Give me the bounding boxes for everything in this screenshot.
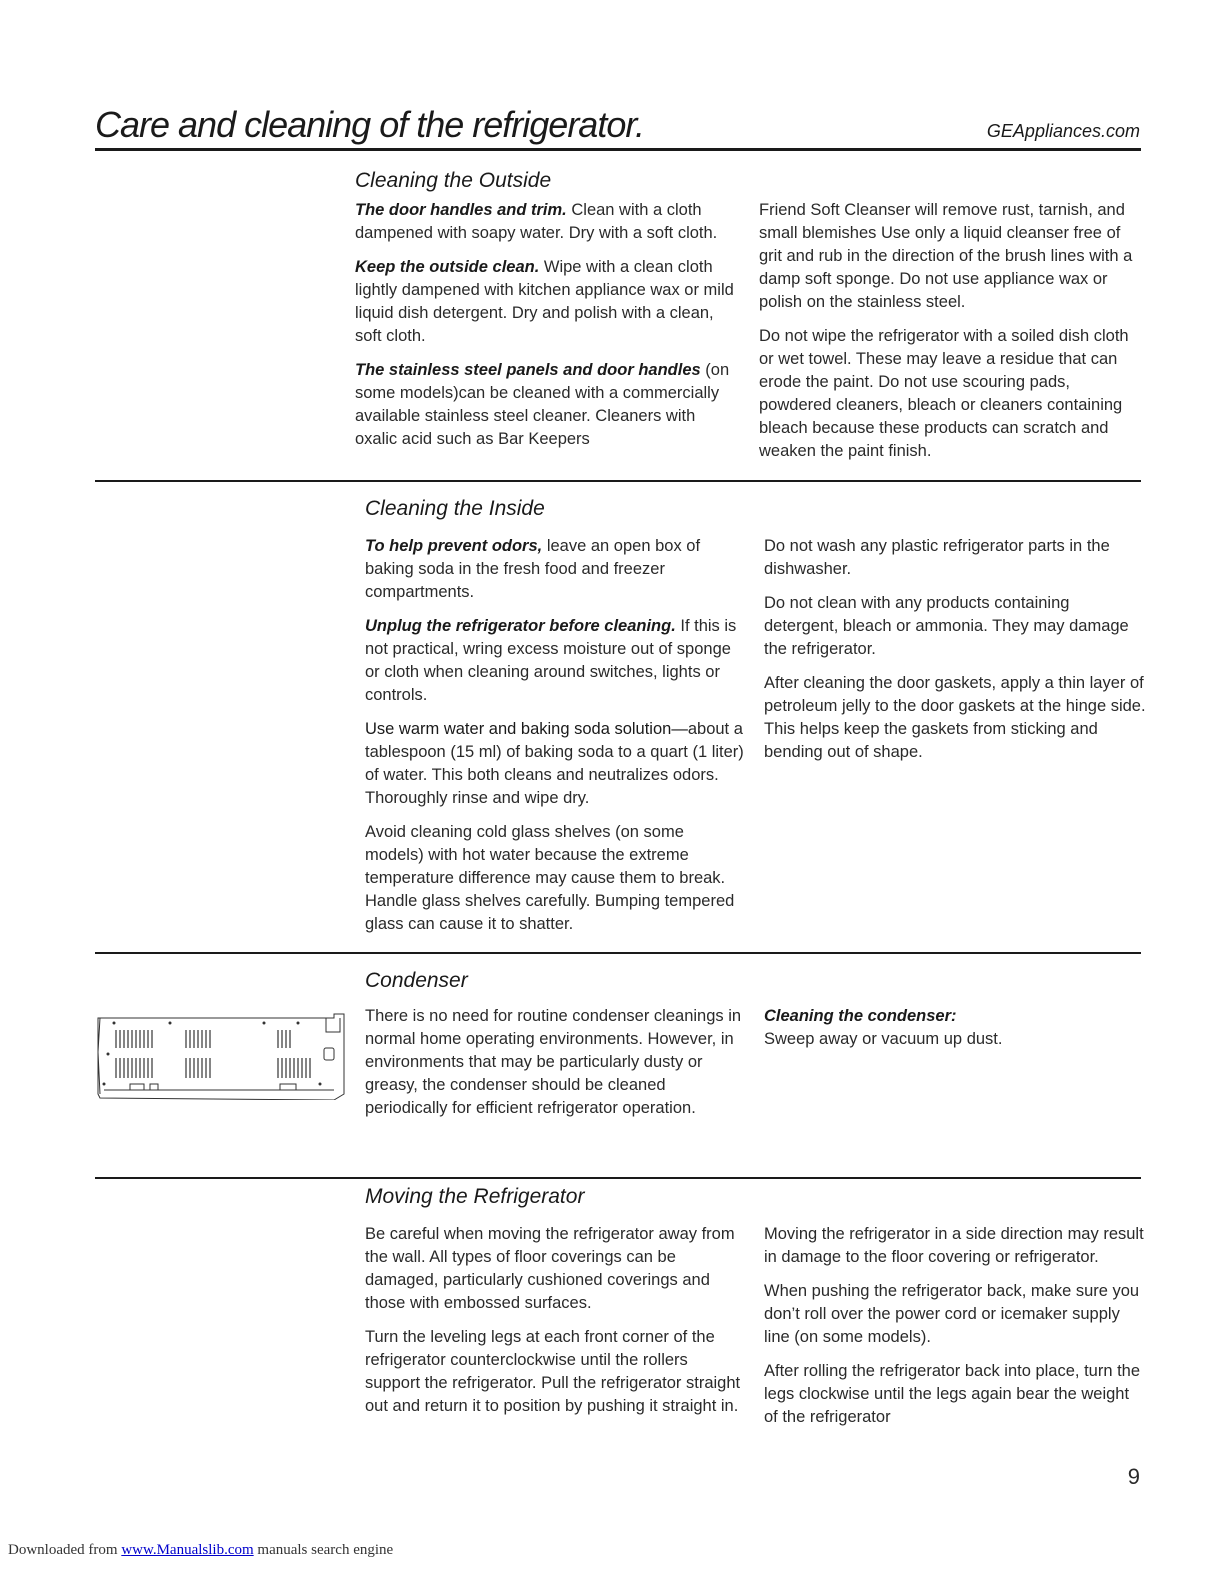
outside-text-1: Clean with a cloth dampened with soapy water. Dry with a soft cloth.: [355, 201, 718, 242]
section-title-inside: Cleaning the Inside: [365, 497, 545, 520]
inside-right-paragraph-3: After cleaning the door gaskets, apply a thin layer of petroleum jelly to the door gaskets at the hinge side. This helps keep the gaskets from sticking and bending out of shape.: [764, 674, 1146, 761]
condenser-right-text: Sweep away or vacuum up dust.: [764, 1030, 1003, 1048]
outside-right-paragraph-1: Friend Soft Cleanser will remove rust, tarnish, and small blemishes Use only a liquid cleanser free of grit and rub in the direction of the brush lines with a damp soft sponge. Do not use appliance wax or polish on the stainless steel.: [759, 201, 1133, 311]
condenser-right-lead: Cleaning the condenser:: [764, 1007, 957, 1025]
inside-text-3: about a tablespoon (15 ml) of baking soda to a quart (1 liter) of water. This both cleans and neutralizes odors. Thoroughly rinse and wipe dry.: [365, 720, 744, 807]
section-title-condenser: Condenser: [365, 969, 468, 992]
section-divider-3: [95, 1177, 1141, 1179]
outside-paragraph-1: [355, 199, 737, 245]
inside-left-column: [365, 535, 747, 947]
download-footer: [8, 1542, 393, 1559]
section-divider-2: [95, 952, 1141, 954]
moving-right-paragraph-2: When pushing the refrigerator back, make sure you don’t roll over the power cord or icemaker supply line (on some models).: [764, 1282, 1140, 1346]
outside-lead-2: Keep the outside clean.: [355, 258, 540, 276]
inside-text-2: If this is not practical, wring excess moisture out of sponge or cloth when cleaning around switches, lights or controls.: [365, 617, 737, 704]
header-rule: [95, 148, 1141, 151]
moving-paragraph-1: Be careful when moving the refrigerator away from the wall. All types of floor coverings can be damaged, particularly cushioned coverings and those with embossed surfaces.: [365, 1225, 735, 1312]
outside-text-3: (on some models)can be cleaned with a commercially available stainless steel cleaner. Cleaners with oxalic acid such as Bar Keepers: [355, 361, 730, 448]
outside-paragraph-2: [355, 256, 737, 348]
outside-lead-3: The stainless steel panels and door handles: [355, 361, 701, 379]
footer-suffix: manuals search engine: [253, 1542, 394, 1558]
section-divider-1: [95, 480, 1141, 482]
condenser-right-paragraph: [764, 1005, 1146, 1051]
page-title: Care and cleaning of the refrigerator.: [95, 104, 645, 145]
inside-lead-3: Use warm water and baking soda solution—: [365, 720, 688, 738]
page-number: 9: [1127, 1464, 1140, 1489]
manualslib-link[interactable]: www.Manualslib.com: [121, 1542, 254, 1558]
outside-left-column: [355, 199, 737, 462]
moving-right-column: [764, 1223, 1146, 1440]
inside-right-paragraph-1: Do not wash any plastic refrigerator parts in the dishwasher.: [764, 537, 1110, 578]
moving-right-paragraph-3: After rolling the refrigerator back into place, turn the legs clockwise until the legs again bear the weight of the refrigerator: [764, 1362, 1141, 1426]
inside-paragraph-1: [365, 535, 747, 604]
inside-paragraph-3: [365, 718, 747, 810]
outside-right-paragraph-2: Do not wipe the refrigerator with a soiled dish cloth or wet towel. These may leave a residue that can erode the paint. Do not use scouring pads, powdered cleaners, bleach or cleaners containing bleach because these products can scratch and weaken the paint finish.: [759, 327, 1129, 460]
condenser-right-column: [764, 1005, 1146, 1062]
footer-prefix: Downloaded from: [8, 1542, 122, 1558]
inside-paragraph-4: Avoid cleaning cold glass shelves (on some models) with hot water because the extreme temperature difference may cause them to break. Handle glass shelves carefully. Bumping tempered glass can cause it to shatter.: [365, 823, 735, 933]
site-url: GEAppliances.com: [986, 121, 1140, 141]
inside-lead-2: Unplug the refrigerator before cleaning.: [365, 617, 676, 635]
section-title-moving: Moving the Refrigerator: [365, 1185, 585, 1208]
condenser-left-column: [365, 1005, 747, 1131]
outside-right-column: [759, 199, 1141, 474]
outside-lead-1: The door handles and trim.: [355, 201, 567, 219]
condenser-paragraph-1: There is no need for routine condenser cleanings in normal home operating environments. However, in environments that may be particularly dusty or greasy, the condenser should be cleaned periodically for efficient refrigerator operation.: [365, 1007, 742, 1117]
moving-paragraph-2: Turn the leveling legs at each front corner of the refrigerator counterclockwise until the rollers support the refrigerator. Pull the refrigerator straight out and return it to position by pushing it straight in.: [365, 1328, 741, 1415]
condenser-illustration: [94, 1012, 346, 1100]
inside-text-1: leave an open box of baking soda in the fresh food and freezer compartments.: [365, 537, 701, 601]
moving-right-paragraph-1: Moving the refrigerator in a side direction may result in damage to the floor covering or refrigerator.: [764, 1225, 1144, 1266]
section-title-outside: Cleaning the Outside: [355, 169, 552, 192]
moving-left-column: [365, 1223, 747, 1429]
outside-paragraph-3: [355, 359, 737, 451]
inside-right-paragraph-2: Do not clean with any products containing detergent, bleach or ammonia. They may damage the refrigerator.: [764, 594, 1129, 658]
inside-right-column: [764, 535, 1146, 775]
outside-text-2: Wipe with a clean cloth lightly dampened with kitchen appliance wax or mild liquid dish detergent. Dry and polish with a clean, soft cloth.: [355, 258, 734, 345]
inside-lead-1: To help prevent odors,: [365, 537, 543, 555]
inside-paragraph-2: [365, 615, 747, 707]
